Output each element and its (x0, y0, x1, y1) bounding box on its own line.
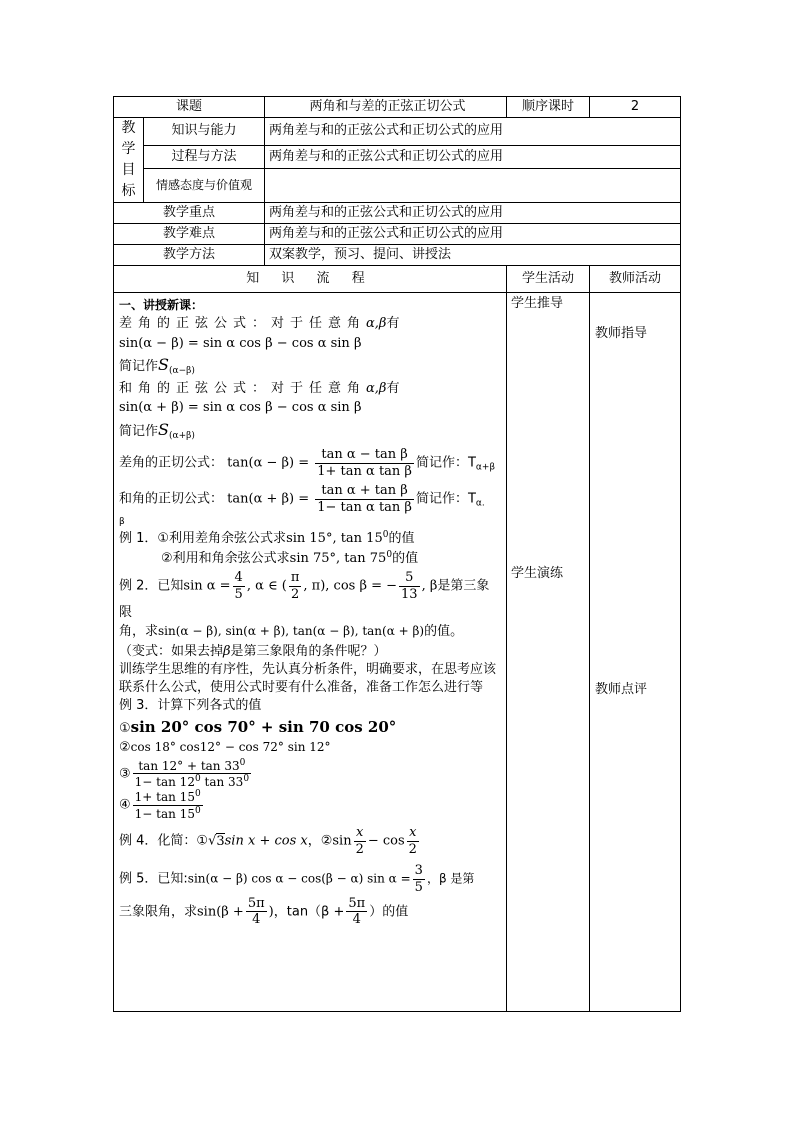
diff-sine-formula: sin(α − β) = sin α cos β − cos α sin β (119, 335, 362, 351)
sum-sine-intro-text: 和角的正弦公式：对于任意角 (119, 380, 367, 396)
goal-value (265, 169, 681, 203)
ex3-3-den-text: 1− tan 12 (134, 775, 195, 790)
ex3-4-num (133, 789, 203, 805)
student-activity-2: 学生演练 (511, 566, 564, 581)
ex2-f3-num: 5 (399, 570, 420, 587)
goal-value: 两角差与和的正弦公式和正切公式的应用 (265, 145, 681, 168)
student-activity-cell (507, 293, 590, 1012)
ex4-f2-den: 2 (408, 841, 417, 857)
sum-tan-line (119, 483, 502, 515)
sum-sine-symbol: S (158, 419, 169, 439)
diff-sine-intro (119, 314, 502, 334)
ex1-a-sup: 0 (382, 530, 389, 541)
ex3-4-fraction (133, 789, 203, 821)
ex3-4-mark: ④ (119, 797, 131, 813)
any-angle: α,β (366, 316, 387, 331)
ex4-frac-1 (354, 825, 366, 857)
section-title: 一、讲授新课： (119, 298, 204, 312)
sum-sine-sub: (α+β) (168, 430, 195, 441)
goals-side-label (114, 118, 144, 203)
ex2-tail: 是第三象限 (119, 578, 490, 620)
goal-label: 过程与方法 (144, 145, 265, 168)
ex2-line-a (119, 570, 502, 622)
student-activity-1: 学生推导 (511, 296, 564, 311)
deg-sup: 0 (243, 774, 250, 785)
ex2-beta: , β (421, 578, 438, 594)
ex3-4-den-text: 1− tan 15 (134, 806, 195, 821)
order-label: 顺序课时 (507, 97, 590, 118)
flow-header-process (114, 266, 507, 293)
goal-row-process (114, 145, 681, 168)
sum-tan-sub2: β (119, 517, 125, 528)
goal-row-attitude (114, 169, 681, 203)
deg-sup: 0 (239, 757, 246, 768)
diff-tan-short: 简记作：T (415, 455, 476, 471)
ex2-var-text-2: 是第三象限角的条件呢？） (230, 643, 387, 659)
ex2-b-end: 的值。 (424, 624, 464, 640)
topic-value: 两角和与差的正弦正切公式 (265, 97, 507, 118)
info-label: 教学重点 (114, 203, 265, 224)
ex1-b-end: 的值 (392, 550, 419, 566)
ex5-f2-den: 4 (252, 912, 261, 928)
ex3-1-math: sin 20° cos 70° + sin 70 cos 20° (130, 717, 397, 736)
goal-row-knowledge (114, 118, 681, 146)
sum-tan-short: 简记作：T (415, 491, 476, 507)
diff-tan-sub: α+β (475, 462, 496, 473)
sum-tan-num: tan α + tan β (315, 483, 414, 500)
ex2-var-text-1: （变式：如果去掉 (119, 643, 224, 659)
ex5-b-text: 三象限角，求 (119, 904, 198, 920)
diff-tan-label: 差角的正切公式： (119, 455, 224, 471)
ex4-f1-num: x (354, 825, 366, 842)
ex2-f3-den: 13 (401, 586, 418, 602)
ex2-in: , α ∈ ( (246, 578, 287, 594)
diff-tan-lhs: tan(α − β) = (227, 455, 310, 471)
ex3-2-math: cos 18° cos12° − cos 72° sin 12° (130, 740, 331, 755)
ex4-f1-den: 2 (355, 841, 364, 857)
ex5-frac-1 (413, 863, 425, 895)
sum-tan-den: 1− tan α tan β (317, 499, 412, 515)
diff-sine-intro-text: 差角的正弦公式：对于任意角 (119, 316, 367, 331)
any-angle: α,β (366, 380, 387, 396)
have-text: 有 (386, 380, 400, 396)
ex3-item-4 (119, 789, 502, 821)
diff-sine-short (119, 353, 502, 379)
ex3-1-mark: ① (119, 720, 131, 736)
ex2-f1-den: 5 (234, 586, 243, 602)
ex5-f2-num: 5π (247, 895, 265, 911)
ex5-line-b (119, 896, 502, 928)
goals-side-text: 教学目标 (121, 120, 136, 199)
info-row-method (114, 245, 681, 266)
info-value: 两角差与和的正弦公式和正切公式的应用 (265, 203, 681, 224)
deg-sup: 0 (194, 774, 201, 785)
deg-sup: 0 (194, 805, 201, 816)
sum-tan-sub1: α. (475, 498, 485, 509)
ex5-f1-den: 5 (414, 880, 423, 895)
flow-header-process-text: 知 识 流 程 (246, 270, 374, 286)
sqrt-sign: √ (208, 833, 217, 849)
ex1-a-end: 的值 (388, 531, 415, 547)
ex4-line (119, 825, 502, 857)
ex2-f2-num: π (290, 570, 300, 586)
ex2-frac-1 (233, 570, 245, 602)
ex1-b-sup: 0 (386, 549, 393, 560)
ex5-f3-num: 5π (348, 895, 366, 911)
ex4-sqrt-3: 3 (216, 833, 225, 849)
info-value: 双案教学，预习、提问、讲授法 (265, 245, 681, 266)
teacher-activity-2: 教师点评 (595, 682, 648, 697)
ex3-3-mark: ③ (119, 766, 131, 782)
sum-sine-short-text: 简记作 (119, 423, 159, 439)
ex2-frac-3 (399, 570, 420, 602)
topic-label: 课题 (114, 97, 265, 118)
deg-sup: 0 (194, 789, 201, 800)
ex2-a-text: 例 2．已知 (119, 578, 184, 594)
ex2-frac-2 (289, 570, 302, 602)
diff-sine-symbol: S (158, 355, 169, 374)
ex3-4-den (133, 806, 203, 821)
ex5-close: ) (268, 904, 274, 920)
ex2-f2-den: 2 (290, 586, 300, 602)
order-value: 2 (590, 97, 681, 118)
ex3-3-den-text-2: tan 33 (204, 775, 244, 790)
diff-sine-sub: (α−β) (168, 366, 195, 376)
ex5-tail: ，β 是第 (426, 872, 475, 886)
info-label: 教学难点 (114, 224, 265, 245)
diff-tan-line (119, 447, 502, 479)
ex2-b-math: sin(α − β), sin(α + β), tan(α − β), tan(α + β) (158, 624, 425, 639)
lesson-plan (113, 96, 680, 1012)
ex2-variant (119, 642, 502, 662)
lesson-table (113, 96, 681, 1012)
ex2-line-b (119, 622, 502, 642)
sum-sine-short (119, 418, 502, 444)
ex2-pi: , π), cos β = − (303, 578, 398, 594)
ex3-3-num-text: tan 12° + tan 33 (138, 758, 240, 773)
info-value: 两角差与和的正弦公式和正切公式的应用 (265, 224, 681, 245)
sum-sine-intro (119, 379, 502, 399)
ex5-f3-den: 4 (352, 912, 361, 928)
diff-sine-short-text: 简记作 (119, 359, 159, 374)
goal-label: 情感态度与价值观 (144, 169, 265, 203)
goal-label: 知识与能力 (144, 118, 265, 146)
ex1-a-text: 例 1．①利用差角余弦公式求 (119, 531, 287, 547)
ex4-frac-2 (407, 825, 419, 857)
ex5-text: 例 5．已知: (119, 872, 188, 887)
topic-row (114, 97, 681, 118)
ex3-4-num-text: 1+ tan 15 (134, 790, 195, 805)
ex4-text: 例 4．化简：① (119, 833, 209, 849)
ex5-sin: sin(β + (197, 904, 244, 920)
ex3-3-num (133, 758, 251, 774)
ex5-tan: ，tan（β + (273, 904, 345, 920)
ex3-2-mark: ② (119, 740, 131, 756)
ex5-frac-2 (246, 896, 267, 928)
ex3-3-fraction (133, 758, 251, 790)
ex4-sep: ，② (307, 833, 333, 849)
ex5-f1-num: 3 (414, 863, 423, 879)
flow-header-row (114, 266, 681, 293)
ex5-frac-3 (346, 896, 367, 928)
ex4-f2-num: x (407, 825, 419, 842)
sum-sine-formula: sin(α + β) = sin α cos β − cos α sin β (119, 400, 362, 415)
diff-tan-num: tan α − tan β (315, 447, 414, 464)
flow-header-teacher: 教师活动 (590, 266, 681, 293)
ex2-f1-num: 4 (234, 570, 243, 586)
ex1-b-text: ②利用和角余弦公式求 (161, 550, 290, 566)
ex1-b-math: sin 75°, tan 75 (289, 550, 387, 566)
ex2-sin: sin α = (183, 578, 231, 594)
ex1-line-a (119, 529, 502, 549)
ex5-close-2: ）的值 (369, 904, 409, 920)
ex5-line-a (119, 863, 502, 895)
ex4-math-1: sin x + cos x (224, 833, 308, 849)
ex1-a-math: sin 15°, tan 15 (286, 531, 383, 547)
have-text: 有 (386, 316, 400, 331)
ex2-b-text: 角，求 (119, 624, 159, 640)
ex3-3-den (133, 774, 251, 789)
sum-tan-lhs: tan(α + β) = (227, 491, 310, 507)
info-row-difficulty (114, 224, 681, 245)
ex3-item-3 (119, 758, 502, 790)
flow-header-student: 学生活动 (507, 266, 590, 293)
ex1-line-b (119, 549, 502, 569)
info-label: 教学方法 (114, 245, 265, 266)
teacher-activity-cell (590, 293, 681, 1012)
diff-tan-fraction (315, 447, 414, 479)
sum-tan-fraction (315, 483, 414, 515)
ex4-cos: − cos (367, 833, 405, 849)
sum-tan-label: 和角的正切公式： (119, 491, 224, 507)
ex3-title: 例 3．计算下列各式的值 (119, 698, 262, 714)
ex2-var-beta: β (223, 643, 231, 659)
flow-content (114, 293, 507, 1012)
info-row-key (114, 203, 681, 224)
ex3-item-2 (119, 738, 502, 758)
teacher-activity-1: 教师指导 (595, 326, 648, 341)
ex5-math: sin(α − β) cos α − cos(β − α) sin α = (187, 872, 411, 886)
flow-body-row (114, 293, 681, 1012)
diff-tan-den: 1+ tan α tan β (317, 463, 412, 479)
ex3-item-1 (119, 716, 502, 739)
teaching-note: 训练学生思维的有序性，先认真分析条件，明确要求，在思考应该联系什么公式，使用公式时要有什么准备，准备工作怎么进行等 (119, 662, 497, 695)
goal-value: 两角差与和的正弦公式和正切公式的应用 (265, 118, 681, 146)
ex4-sin: sin (332, 833, 352, 849)
